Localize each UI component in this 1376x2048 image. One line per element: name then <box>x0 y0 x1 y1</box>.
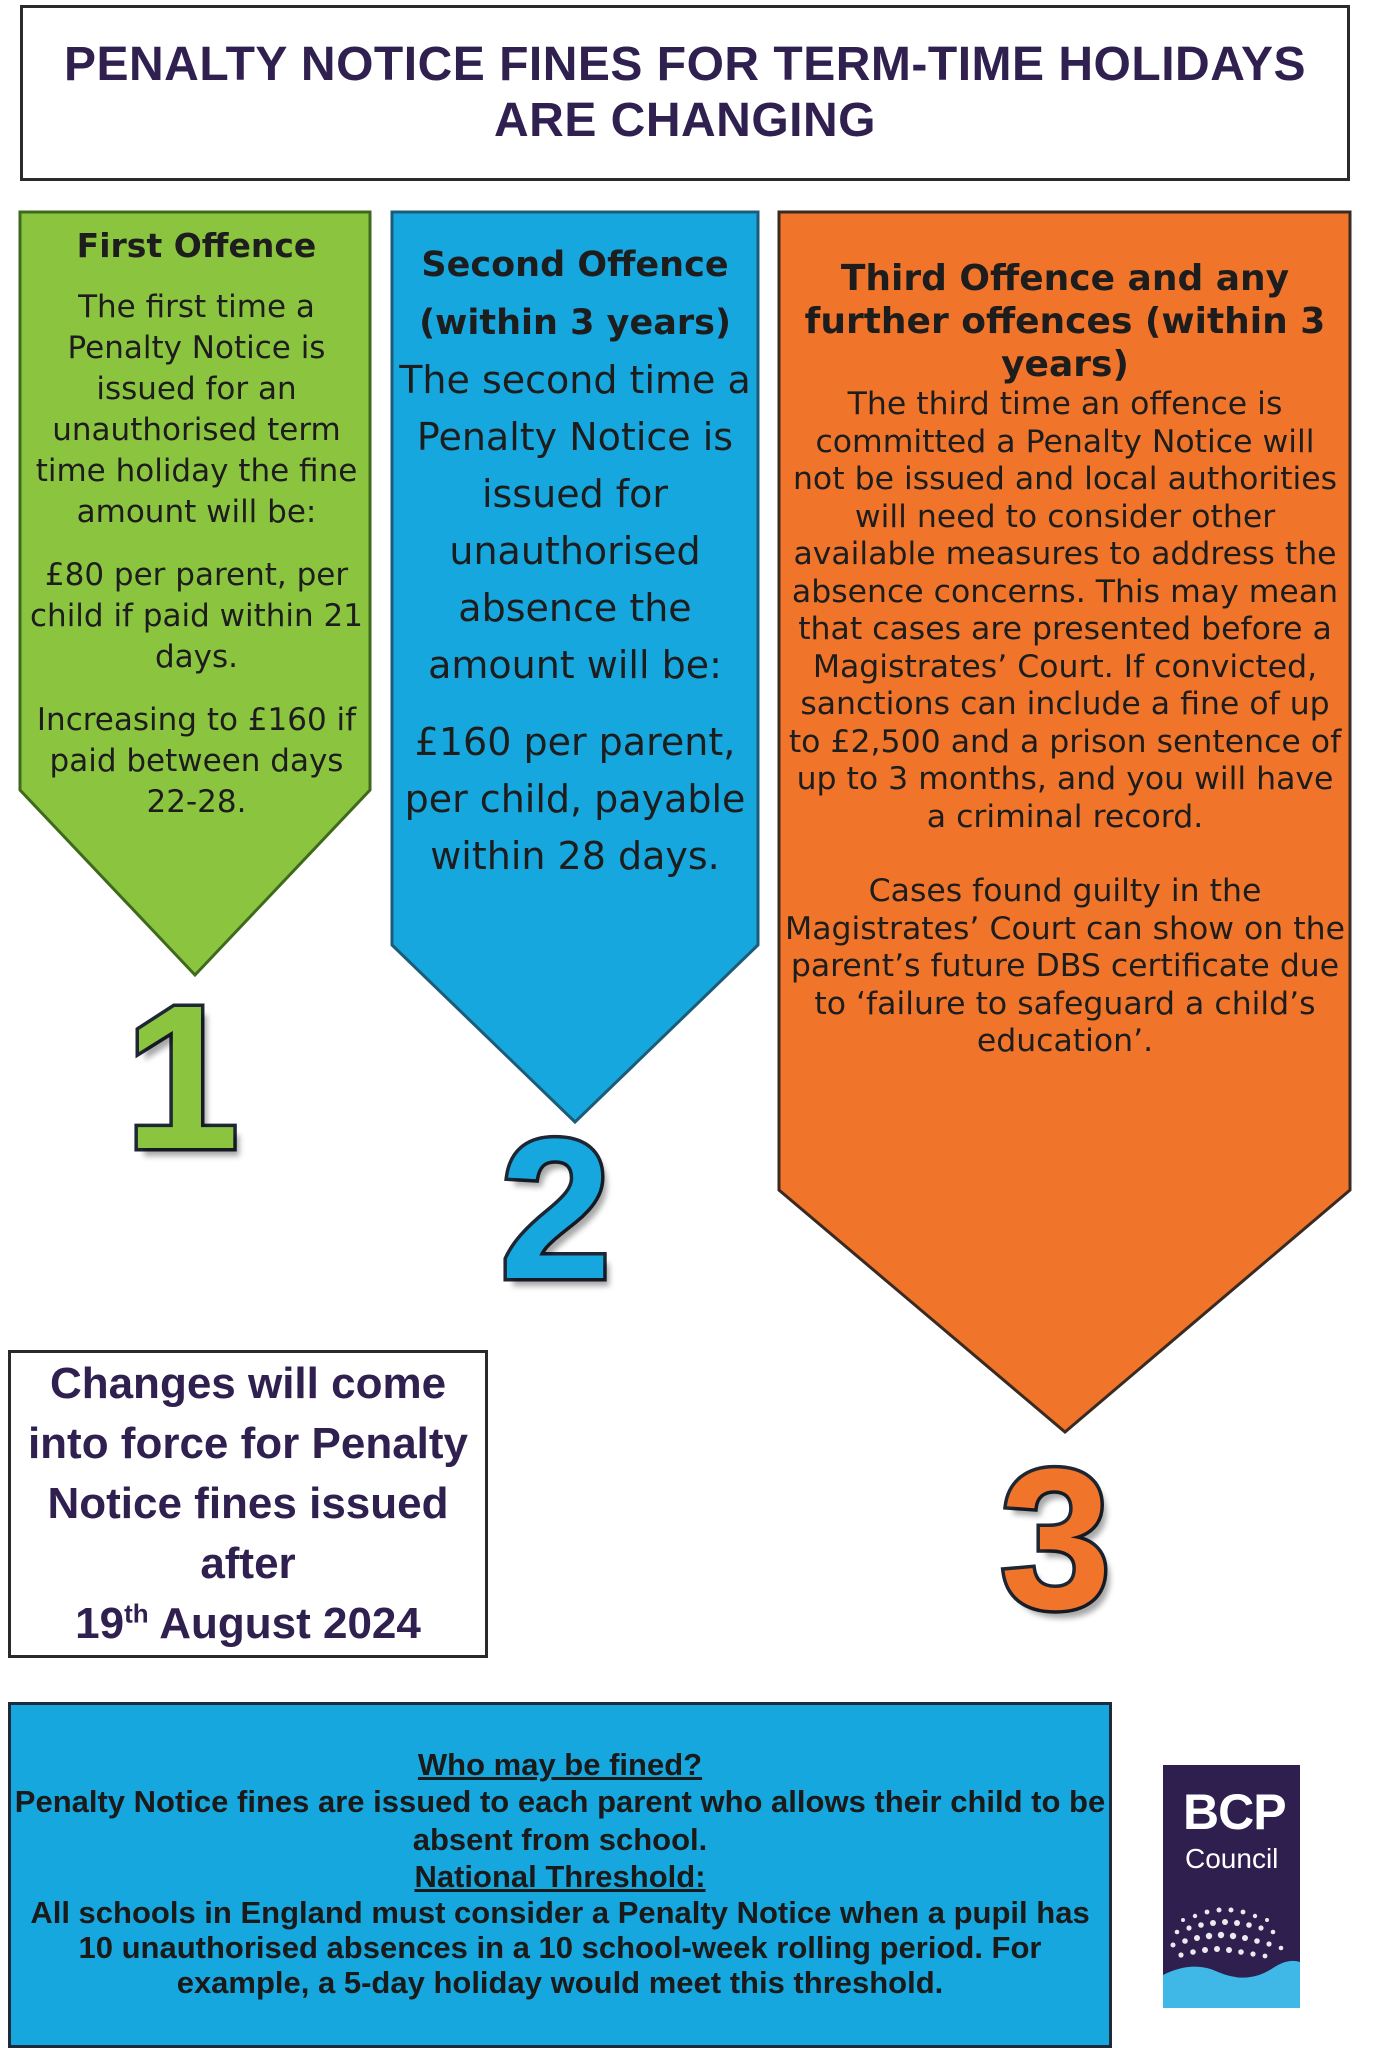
who-text: Penalty Notice fines are issued to each parent who allows their child to be absent from school. <box>14 1784 1106 1857</box>
third-offence-heading: Third Offence and any further offences (within 3 years) <box>804 258 1326 385</box>
first-offence-increase: Increasing to £160 if paid between days 22-28. <box>36 702 357 820</box>
first-offence-amount: £80 per parent, per child if paid within 21 days. <box>30 557 363 675</box>
title-line-2: ARE CHANGING <box>493 94 876 147</box>
number-one: 1 <box>125 963 240 1192</box>
second-offence-panel <box>395 236 755 905</box>
third-offence-dbs-text: Cases found guilty in the Magistrates’ Court can show on the parent’s future DBS certificate due to ‘failure to safeguard a child’s education’. <box>785 873 1345 1059</box>
first-offence-panel <box>24 225 369 845</box>
logo-subtitle: Council <box>1185 1843 1279 1874</box>
info-box <box>8 1702 1112 2048</box>
threshold-text: All schools in England must consider a Penalty Notice when a pupil has 10 unauthorised absences in a 10 school-week rolling period. For example, a 5-day holiday would meet this threshold. <box>30 1895 1090 2000</box>
second-offence-amount: £160 per parent, per child, payable within 28 days. <box>404 720 746 878</box>
number-three: 3 <box>1000 1428 1112 1651</box>
first-offence-text: The first time a Penalty Notice is issued for an unauthorised term time holiday the fine amount will be: <box>35 289 358 530</box>
third-offence-panel <box>785 257 1345 1061</box>
changes-day: 19 <box>75 1599 125 1648</box>
number-two: 2 <box>500 1098 612 1321</box>
logo-name: BCP <box>1183 1784 1286 1840</box>
changes-month-year: August 2024 <box>159 1599 421 1648</box>
first-offence-heading: First Offence <box>76 226 317 265</box>
changes-notice <box>11 1354 485 1654</box>
logo-dots-icon <box>1163 1880 1300 2008</box>
second-offence-text: The second time a Penalty Notice is issued for unauthorised absence the amount will be: <box>399 358 751 687</box>
bcp-council-logo <box>1163 1765 1300 2008</box>
who-heading: Who may be fined? <box>417 1747 703 1782</box>
third-offence-text: The third time an offence is committed a Penalty Notice will not be issued and local authorities will need to consider other available measures to address the absence concerns. This may mean that cases are presented before a Magistrates’ Court. If convicted, sanctions can include a fine of up to £2,500 and a prison sentence of up to 3 months, and you will have a criminal record. <box>788 386 1342 835</box>
changes-text: Changes will come into force for Penalty Notice fines issued after <box>27 1359 469 1588</box>
threshold-heading: National Threshold: <box>414 1859 706 1894</box>
second-offence-heading: Second Offence (within 3 years) <box>419 245 731 343</box>
changes-day-suffix: th <box>124 1598 149 1629</box>
title-line-1: PENALTY NOTICE FINES FOR TERM-TIME HOLIDAYS <box>63 38 1306 91</box>
changes-date-box <box>8 1350 488 1658</box>
